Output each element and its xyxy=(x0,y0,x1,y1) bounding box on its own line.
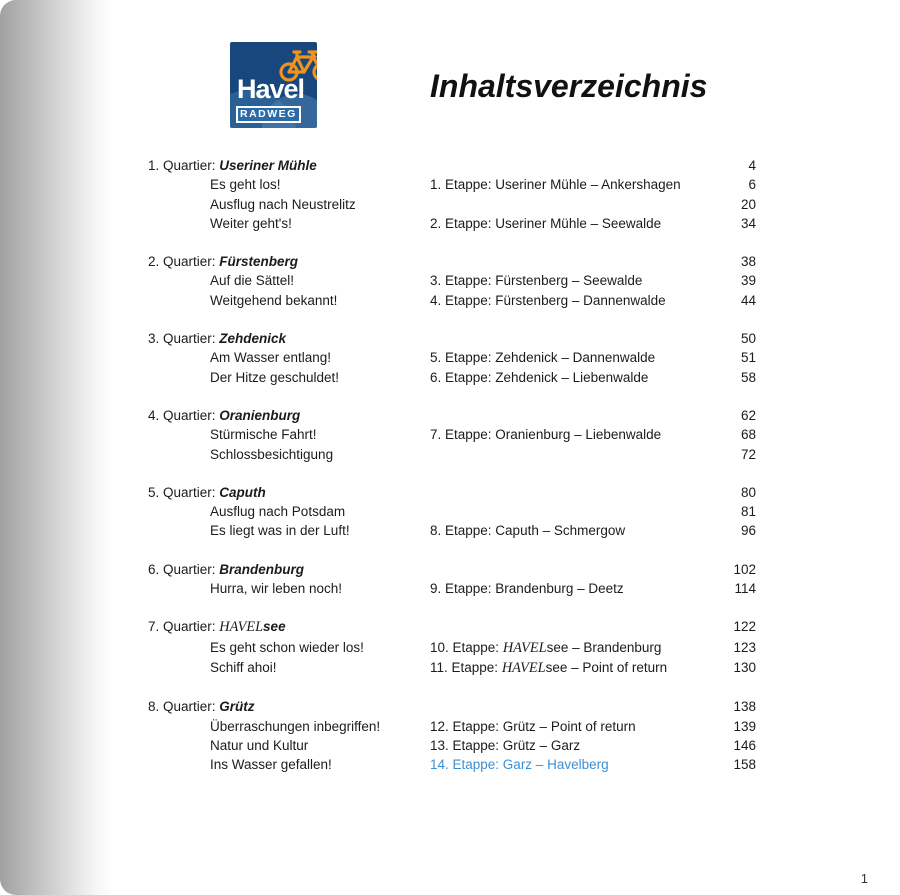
toc-row-etappe xyxy=(430,521,712,540)
toc-section xyxy=(148,560,756,599)
toc-page-number: 123 xyxy=(733,639,756,655)
toc-text-part: Es liegt was in der Luft! xyxy=(210,523,350,539)
toc-text-part: 2. Etappe: Useriner Mühle – Seewalde xyxy=(430,215,662,231)
toc-section-spacer xyxy=(430,156,712,175)
toc xyxy=(148,156,756,793)
toc-row xyxy=(148,658,756,678)
toc-row xyxy=(148,291,756,310)
toc-row xyxy=(148,195,756,214)
toc-section xyxy=(148,617,756,678)
toc-page-number: 50 xyxy=(740,331,756,347)
toc-row-title xyxy=(148,638,430,658)
toc-page-number: 96 xyxy=(740,523,756,539)
toc-row-title xyxy=(148,214,430,233)
toc-page-number: 158 xyxy=(733,757,756,773)
toc-row xyxy=(148,579,756,598)
toc-row-etappe xyxy=(430,291,712,310)
toc-section-label: 1. Quartier: xyxy=(148,158,220,173)
toc-row-etappe xyxy=(430,368,712,387)
toc-section xyxy=(148,483,756,541)
toc-text-part: Weiter geht's! xyxy=(210,215,292,231)
toc-link[interactable]: 14. Etappe: Garz – Havelberg xyxy=(430,757,609,773)
toc-row-etappe xyxy=(430,195,712,214)
toc-section-header xyxy=(148,617,756,637)
toc-text-part: Oranienburg xyxy=(219,407,301,423)
toc-section-label: 4. Quartier: xyxy=(148,407,220,423)
toc-row-etappe xyxy=(430,425,712,444)
toc-row-etappe xyxy=(430,175,712,194)
toc-row-title xyxy=(148,658,430,678)
toc-text-part: Grütz xyxy=(219,699,255,715)
toc-text-part: 9. Etappe: Brandenburg – Deetz xyxy=(430,581,624,597)
toc-row xyxy=(148,214,756,233)
toc-page-number: 122 xyxy=(733,619,756,635)
toc-row-title xyxy=(148,368,430,387)
toc-row-title xyxy=(148,521,430,540)
toc-row xyxy=(148,425,756,444)
toc-text-part: 11. Etappe: xyxy=(430,659,502,675)
toc-row xyxy=(148,368,756,387)
toc-text-part: Schiff ahoi! xyxy=(210,659,277,675)
toc-page-number: 146 xyxy=(733,737,756,753)
toc-text-part: Hurra, wir leben noch! xyxy=(210,581,343,597)
page-number: 1 xyxy=(860,871,868,886)
toc-section xyxy=(148,156,756,233)
page-edge-shadow xyxy=(0,0,114,895)
toc-text-part: Stürmische Fahrt! xyxy=(210,427,317,443)
toc-section-label: 5. Quartier: xyxy=(148,484,220,500)
toc-text-part: 13. Etappe: Grütz – Garz xyxy=(430,737,581,753)
toc-page-number: 72 xyxy=(740,446,756,462)
toc-section-title xyxy=(148,697,430,716)
toc-section-title xyxy=(148,560,430,579)
toc-text-part: Ausflug nach Neustrelitz xyxy=(210,196,356,212)
toc-page-number: 34 xyxy=(740,215,756,231)
toc-text-part: 7. Etappe: Oranienburg – Liebenwalde xyxy=(430,427,662,443)
toc-row xyxy=(148,502,756,521)
toc-row xyxy=(148,755,756,774)
toc-text-part: Weitgehend bekannt! xyxy=(210,292,338,308)
toc-row xyxy=(148,717,756,736)
toc-section-spacer xyxy=(430,560,712,579)
toc-row-title xyxy=(148,736,430,755)
toc-page-number: 4 xyxy=(748,158,756,173)
toc-page-number: 62 xyxy=(740,407,756,423)
toc-row-title xyxy=(148,717,430,736)
toc-row xyxy=(148,271,756,290)
toc-row xyxy=(148,175,756,194)
toc-row-title xyxy=(148,425,430,444)
toc-row-etappe xyxy=(430,736,712,755)
toc-text-part: Ausflug nach Potsdam xyxy=(210,504,346,520)
toc-text-part: HAVEL xyxy=(502,639,547,656)
toc-section-header xyxy=(148,406,756,425)
toc-row-etappe xyxy=(430,579,712,598)
toc-text-part: 4. Etappe: Fürstenberg – Dannenwalde xyxy=(430,292,666,308)
toc-page-number: 138 xyxy=(733,699,756,715)
toc-section-title xyxy=(148,617,430,637)
toc-section-title xyxy=(148,329,430,348)
toc-text-part: Ins Wasser gefallen! xyxy=(210,757,332,773)
toc-page-number: 20 xyxy=(740,196,756,212)
toc-page-number: 51 xyxy=(740,350,756,366)
toc-page-number: 6 xyxy=(748,177,756,193)
toc-section-label: 7. Quartier: xyxy=(148,619,220,635)
toc-row-title xyxy=(148,175,430,194)
toc-text-part: Der Hitze geschuldet! xyxy=(210,369,340,385)
havel-radweg-logo xyxy=(230,42,317,128)
toc-text-part: see – Point of return xyxy=(545,659,668,675)
toc-section xyxy=(148,329,756,387)
toc-text-part: 1. Etappe: Useriner Mühle – Ankershagen xyxy=(430,177,681,193)
toc-section-label: 2. Quartier: xyxy=(148,254,220,270)
toc-section-spacer xyxy=(430,329,712,348)
toc-text-part: Es geht schon wieder los! xyxy=(210,639,364,655)
toc-text-part: Schlossbesichtigung xyxy=(210,446,334,462)
toc-row-title xyxy=(148,291,430,310)
toc-row xyxy=(148,736,756,755)
toc-text-part: Überraschungen inbegriffen! xyxy=(210,718,381,734)
toc-section-title xyxy=(148,483,430,502)
toc-page-number: 139 xyxy=(733,718,756,734)
toc-row-title xyxy=(148,755,430,774)
toc-row-title xyxy=(148,195,430,214)
toc-text-part: see – Brandenburg xyxy=(546,639,662,655)
toc-text-part: Caputh xyxy=(219,484,266,500)
toc-text-part: Brandenburg xyxy=(219,561,305,577)
toc-text-part: 6. Etappe: Zehdenick – Liebenwalde xyxy=(430,369,649,385)
toc-text-part: Auf die Sättel! xyxy=(210,273,295,289)
toc-section xyxy=(148,406,756,464)
toc-section-header xyxy=(148,483,756,502)
toc-text-part: 3. Etappe: Fürstenberg – Seewalde xyxy=(430,273,643,289)
toc-section-spacer xyxy=(430,483,712,502)
toc-text-part: Useriner Mühle xyxy=(219,158,317,173)
toc-row-title xyxy=(148,579,430,598)
toc-section-header xyxy=(148,697,756,716)
toc-page-number: 80 xyxy=(740,484,756,500)
toc-row-etappe xyxy=(430,502,712,521)
toc-section-label: 3. Quartier: xyxy=(148,331,220,347)
toc-row xyxy=(148,638,756,658)
toc-section-header xyxy=(148,329,756,348)
toc-section-title xyxy=(148,406,430,425)
toc-row-etappe xyxy=(430,445,712,464)
toc-row xyxy=(148,348,756,367)
toc-text-part: Am Wasser entlang! xyxy=(210,350,332,366)
toc-section xyxy=(148,252,756,310)
logo-title: Havel xyxy=(237,74,305,104)
toc-page-number: 114 xyxy=(734,581,756,597)
toc-row-etappe xyxy=(430,271,712,290)
toc-page-number: 58 xyxy=(740,369,756,385)
toc-row xyxy=(148,521,756,540)
toc-section-header xyxy=(148,560,756,579)
toc-row-etappe xyxy=(430,638,712,658)
toc-row-title xyxy=(148,502,430,521)
toc-page-number: 68 xyxy=(740,427,756,443)
toc-row-etappe xyxy=(430,214,712,233)
toc-section-header xyxy=(148,156,756,175)
toc-row xyxy=(148,445,756,464)
toc-page-number: 39 xyxy=(740,273,756,289)
toc-page-number: 130 xyxy=(733,659,756,675)
toc-row-title xyxy=(148,271,430,290)
toc-row-etappe xyxy=(430,755,712,774)
toc-section-label: 6. Quartier: xyxy=(148,561,220,577)
toc-row-title xyxy=(148,348,430,367)
toc-text-part: Fürstenberg xyxy=(219,254,299,270)
toc-text-part: Natur und Kultur xyxy=(210,737,309,753)
toc-section-label: 8. Quartier: xyxy=(148,699,220,715)
toc-section-title xyxy=(148,156,430,175)
toc-row-etappe xyxy=(430,717,712,736)
toc-section-spacer xyxy=(430,406,712,425)
toc-text-part: 5. Etappe: Zehdenick – Dannenwalde xyxy=(430,350,656,366)
toc-page-number: 38 xyxy=(740,254,756,270)
toc-text-part: 8. Etappe: Caputh – Schmergow xyxy=(430,523,626,539)
toc-row-etappe xyxy=(430,348,712,367)
toc-text-part: 12. Etappe: Grütz – Point of return xyxy=(430,718,636,734)
toc-text-part: see xyxy=(263,619,286,635)
toc-text-part: HAVEL xyxy=(219,619,264,636)
toc-page-number: 81 xyxy=(740,504,756,520)
toc-page-number: 44 xyxy=(740,292,756,308)
toc-text-part: 10. Etappe: xyxy=(430,639,503,655)
toc-row-title xyxy=(148,445,430,464)
toc-section xyxy=(148,697,756,774)
page-title: Inhaltsverzeichnis xyxy=(430,68,708,104)
toc-text-part: Es geht los! xyxy=(210,177,281,193)
toc-section-spacer xyxy=(430,252,712,271)
toc-section-spacer xyxy=(430,697,712,716)
toc-text-part: HAVEL xyxy=(501,659,546,676)
logo-subtitle: RADWEG xyxy=(236,106,301,123)
toc-section-header xyxy=(148,252,756,271)
toc-section-spacer xyxy=(430,617,712,637)
toc-text-part: Zehdenick xyxy=(219,331,287,347)
toc-section-title xyxy=(148,252,430,271)
toc-row-etappe xyxy=(430,658,712,678)
toc-page-number: 102 xyxy=(733,561,756,577)
